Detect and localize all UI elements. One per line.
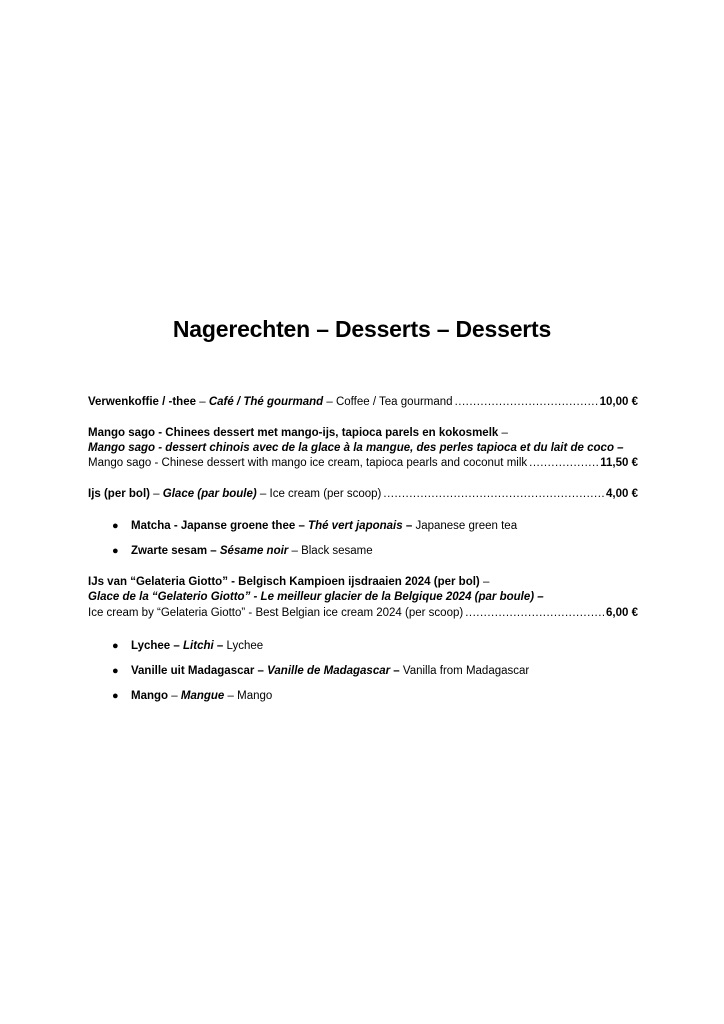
flavour-text [131, 664, 529, 679]
dot-leader [455, 395, 598, 410]
item-price: 4,00 € [606, 488, 638, 500]
flavour-text [131, 519, 517, 534]
separator: – [323, 396, 336, 408]
bullet-icon: ● [112, 640, 119, 652]
item-name-nl: Verwenkoffie / -thee [88, 396, 197, 408]
flavour-fr: Vanille de Madagascar [267, 665, 391, 677]
dot-leader [383, 487, 604, 502]
flavour-nl: Mango [131, 690, 169, 702]
item-name-fr: Glace de la “Gelaterio Giotto” - Le meilleur glacier de la Belgique 2024 (par boule) – [88, 591, 544, 603]
flavour-en: Japanese green tea [415, 520, 518, 532]
flavour-en: Vanilla from Madagascar [402, 665, 530, 677]
menu-item-mango-sago-fr [88, 441, 638, 456]
item-name-fr: Mango sago - dessert chinois avec de la glace à la mangue, des perles tapioca et du lait de coco – [88, 442, 624, 454]
dot-leader [529, 456, 598, 471]
menu-item-mango-sago-en [88, 456, 638, 471]
flavour-text [131, 544, 373, 559]
menu-item-ijs [88, 487, 638, 502]
item-name-en: Ice cream by “Gelateria Giotto” - Best Belgian ice cream 2024 (per scoop) [88, 607, 464, 619]
menu-item-mango-sago-nl [88, 426, 638, 441]
bullet-icon: ● [112, 545, 119, 557]
flavour-nl: Lychee [131, 640, 171, 652]
item-text [88, 487, 381, 502]
flavour-en: Lychee [226, 640, 264, 652]
flavour-fr: Mangue [180, 690, 225, 702]
item-name-fr: Café / Thé gourmand [208, 396, 324, 408]
menu-item-giotto-nl [88, 575, 638, 590]
separator: – [498, 427, 508, 439]
page-title: Nagerechten – Desserts – Desserts [172, 316, 552, 342]
flavour-text [131, 639, 263, 654]
item-price: 11,50 € [600, 457, 638, 469]
flavour-fr: Litchi [183, 640, 214, 652]
flavour-fr: Sésame noir [219, 545, 289, 557]
separator: – [170, 640, 184, 652]
separator: – [168, 690, 181, 702]
separator: – [288, 545, 302, 557]
separator: – [196, 396, 209, 408]
item-text [88, 395, 453, 410]
flavour-fr: Thé vert japonais [308, 520, 403, 532]
item-name-fr: Glace (par boule) [162, 488, 257, 500]
flavour-en: Mango [237, 690, 273, 702]
flavour-nl: Matcha - Japanse groene thee [131, 520, 296, 532]
flavour-nl: Zwarte sesam [131, 545, 208, 557]
flavour-en: Black sesame [301, 545, 373, 557]
item-price: 10,00 € [599, 396, 638, 408]
dot-leader [465, 606, 604, 621]
separator: – [254, 665, 268, 677]
item-name-en: Coffee / Tea gourmand [335, 396, 453, 408]
item-name-en: Ice cream (per scoop) [269, 488, 382, 500]
separator: – [402, 520, 416, 532]
separator: – [149, 488, 163, 500]
menu-item-giotto-en [88, 606, 638, 621]
separator: – [256, 488, 270, 500]
bullet-icon: ● [112, 520, 119, 532]
item-name-nl: IJs van “Gelateria Giotto” - Belgisch Kampioen ijsdraaien 2024 (per bol) [88, 576, 480, 588]
separator: – [213, 640, 227, 652]
item-name-nl: Mango sago - Chinees dessert met mango-ijs, tapioca parels en kokosmelk [88, 427, 499, 439]
bullet-icon: ● [112, 690, 119, 702]
separator: – [295, 520, 309, 532]
flavour-text [131, 689, 272, 704]
item-name-en: Mango sago - Chinese dessert with mango ice cream, tapioca pearls and coconut milk [88, 457, 528, 469]
menu-item-giotto-fr [88, 590, 638, 605]
flavour-nl: Vanille uit Madagascar [131, 665, 255, 677]
separator: – [224, 690, 238, 702]
bullet-icon: ● [112, 665, 119, 677]
separator: – [207, 545, 220, 557]
separator: – [479, 576, 490, 588]
menu-item-verwenkoffie [88, 395, 638, 410]
separator: – [390, 665, 403, 677]
item-price: 6,00 € [606, 607, 638, 619]
item-name-nl: Ijs (per bol) [88, 488, 150, 500]
